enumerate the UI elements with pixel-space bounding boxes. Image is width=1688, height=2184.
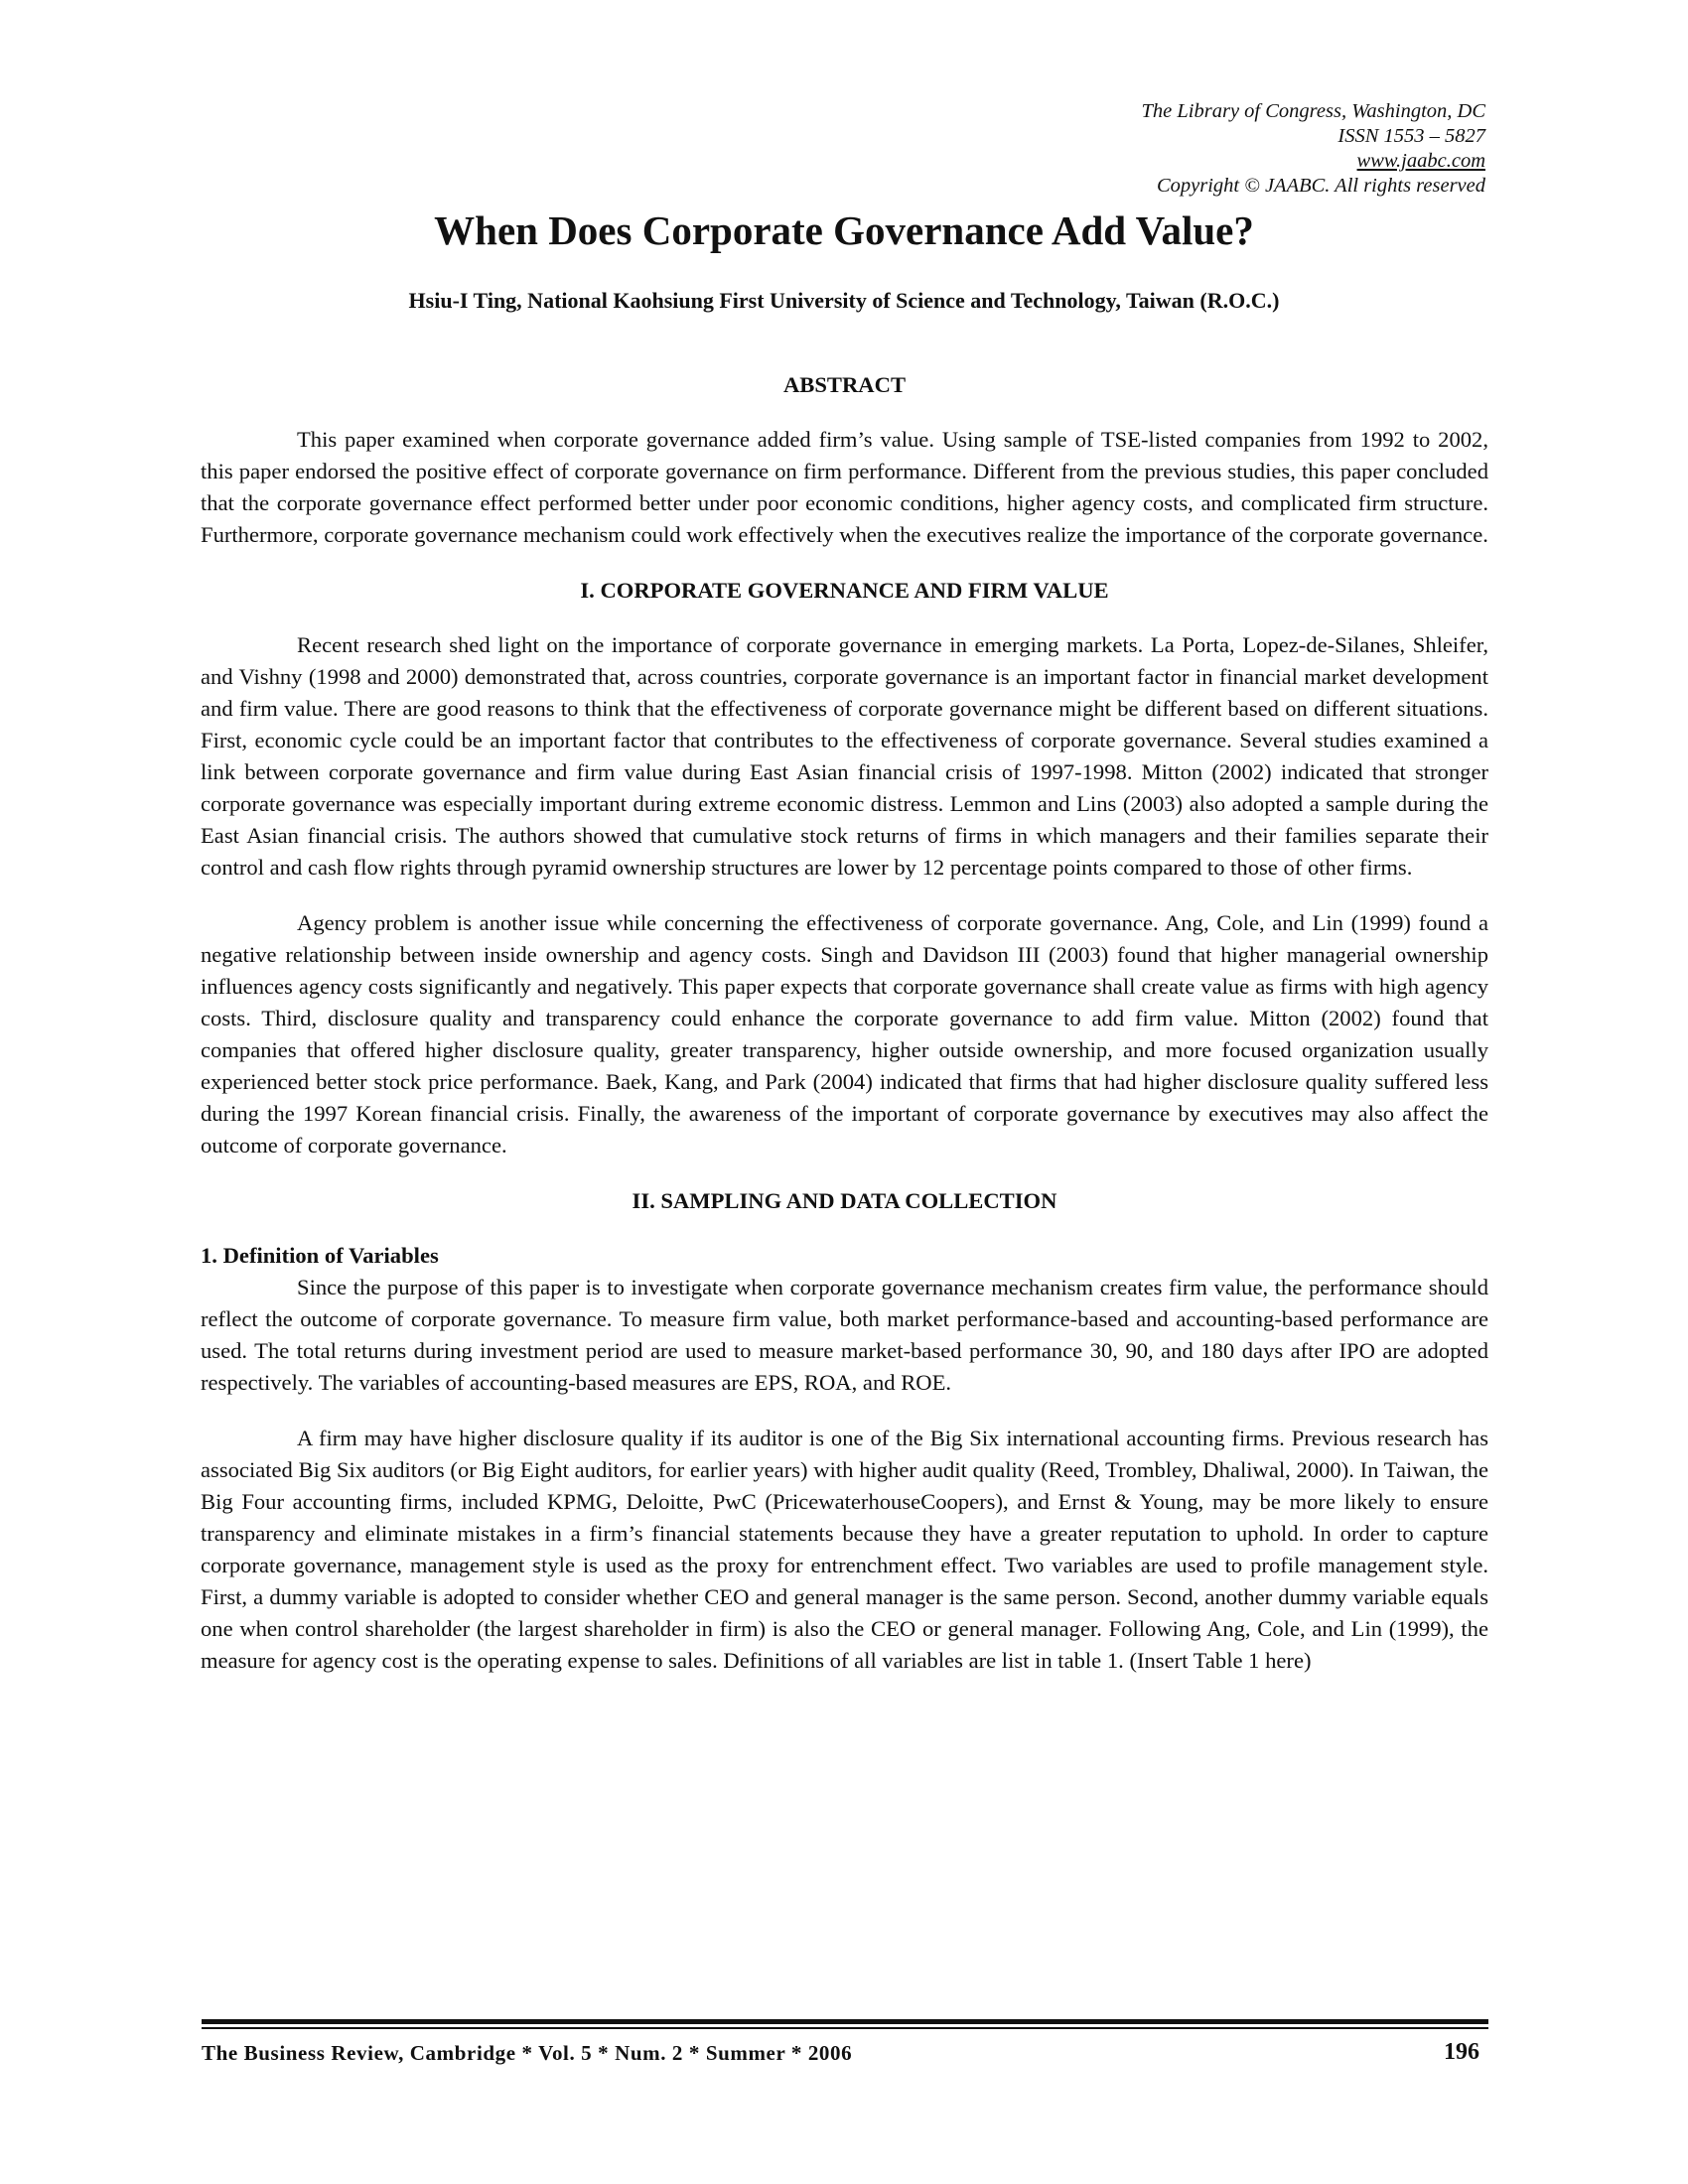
section-2-paragraph: A firm may have higher disclosure quality if its auditor is one of the Big Six international accounting firms. Previous research has associated Big Six auditors (or Big Eight auditors, for earlier years) with higher audit quality (Reed, Trombley, Dhaliwal, 2000). In Taiwan, the Big Four accounting firms, included KPMG, Deloitte, PwC (PricewaterhouseCoopers), and Ernst & Young, may be more likely to ensure transparency and eliminate mistakes in a firm’s financial statements because they have a greater reputation to uphold. In order to capture corporate governance, management style is used as the proxy for entrenchment effect. Two variables are used to profile management style. First, a dummy variable is adopted to consider whether CEO and general manager is the same person. Second, another dummy variable equals one when control shareholder (the largest shareholder in firm) is also the CEO or general manager. Following Ang, Cole, and Lin (1999), the measure for agency cost is the operating expense to sales. Definitions of all variables are list in table 1. (Insert Table 1 here) (201, 1426, 1488, 1673)
library-line: The Library of Congress, Washington, DC (1141, 100, 1485, 122)
footer-journal-citation: The Business Review, Cambridge * Vol. 5 * Num. 2 * Summer * 2006 (202, 2041, 853, 2065)
paper-title: When Does Corporate Governance Add Value? (434, 207, 1254, 253)
abstract-paragraph: This paper examined when corporate governance added firm’s value. Using sample of TSE-listed companies from 1992 to 2002, this paper endorsed the positive effect of corporate governance on firm performance. Different from the previous studies, this paper concluded that the corporate governance effect performed better under poor economic conditions, higher agency costs, and complicated firm structure. Furthermore, corporate governance mechanism could work effectively when the executives realize the importance of the corporate governance. (201, 427, 1488, 547)
section-1-paragraph: Recent research shed light on the importance of corporate governance in emerging markets. La Porta, Lopez-de-Silanes, Shleifer, and Vishny (1998 and 2000) demonstrated that, across countries, corporate governance is an important factor in financial market development and firm value. There are good reasons to think that the effectiveness of corporate governance might be different based on different situations. First, economic cycle could be an important factor that contributes to the effectiveness of corporate governance. Several studies examined a link between corporate governance and firm value during East Asian financial crisis of 1997-1998. Mitton (2002) indicated that stronger corporate governance was especially important during extreme economic distress. Lemmon and Lins (2003) also adopted a sample during the East Asian financial crisis. The authors showed that cumulative stock returns of firms in which managers and their families separate their control and cash flow rights through pyramid ownership structures are lower by 12 percentage points compared to those of other firms. (201, 632, 1488, 880)
abstract-heading: ABSTRACT (782, 372, 907, 397)
footer-divider (202, 2019, 1488, 2024)
copyright-line: Copyright © JAABC. All rights reserved (1156, 175, 1485, 197)
page-number: 196 (1444, 2039, 1479, 2065)
subsection-heading: 1. Definition of Variables (201, 1243, 439, 1268)
author-byline: Hsiu-I Ting, National Kaohsiung First University of Science and Technology, Taiwan (R.O.C.) (408, 288, 1280, 313)
website-link[interactable]: www.jaabc.com (1356, 150, 1485, 172)
section-1-heading: I. CORPORATE GOVERNANCE AND FIRM VALUE (580, 578, 1109, 603)
footer-divider (202, 2027, 1488, 2029)
paper-body (201, 369, 1488, 1701)
section-2-paragraph: Since the purpose of this paper is to investigate when corporate governance mechanism creates firm value, the performance should reflect the outcome of corporate governance. To measure firm value, both market performance-based and accounting-based performance are used. The total returns during investment period are used to measure market-based performance 30, 90, and 180 days after IPO are adopted respectively. The variables of accounting-based measures are EPS, ROA, and ROE. (201, 1275, 1488, 1395)
journal-header-info (790, 99, 1485, 199)
section-2-heading: II. SAMPLING AND DATA COLLECTION (632, 1188, 1057, 1213)
issn-line: ISSN 1553 – 5827 (1337, 125, 1485, 147)
section-1-paragraph: Agency problem is another issue while concerning the effectiveness of corporate governance. Ang, Cole, and Lin (1999) found a negative relationship between inside ownership and agency costs. Singh and Davidson III (2003) found that higher managerial ownership influences agency costs significantly and negatively. This paper expects that corporate governance shall create value as firms with high agency costs. Third, disclosure quality and transparency could enhance the corporate governance to add firm value. Mitton (2002) found that companies that offered higher disclosure quality, greater transparency, higher outside ownership, and more focused organization usually experienced better stock price performance. Baek, Kang, and Park (2004) indicated that firms that had higher disclosure quality suffered less during the 1997 Korean financial crisis. Finally, the awareness of the important of corporate governance by executives may also affect the outcome of corporate governance. (201, 910, 1488, 1158)
